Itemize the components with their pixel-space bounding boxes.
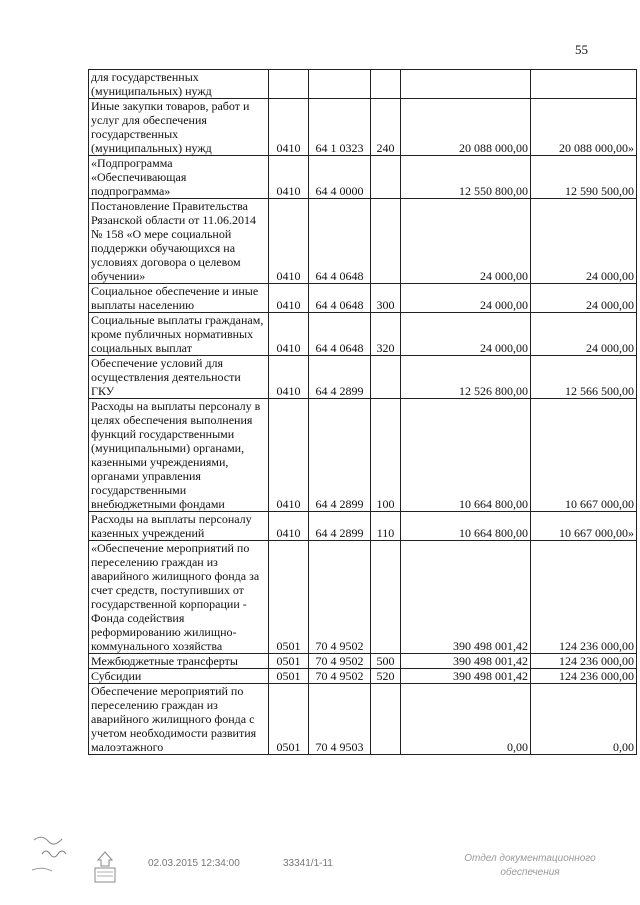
table-row xyxy=(89,313,637,356)
row-csr-cell: 70 4 9503 xyxy=(309,684,371,755)
row-sum-2-cell: 124 236 000,00 xyxy=(531,654,637,669)
row-vr-cell xyxy=(371,541,401,654)
row-section-cell: 0410 xyxy=(269,313,309,356)
row-name-cell: Расходы на выплаты персоналу в целях обеспечения выполнения функций государственными (муниципальными) органами, казенными учреждениями, органами управления государственными внебюджетными фондами xyxy=(89,399,269,512)
row-section-cell xyxy=(269,70,309,99)
table-row xyxy=(89,284,637,313)
row-section-cell: 0501 xyxy=(269,654,309,669)
row-section-cell: 0410 xyxy=(269,512,309,541)
row-csr-cell: 64 4 0648 xyxy=(309,199,371,284)
footer-doc-number: 33341/1-11 xyxy=(283,858,333,869)
row-csr-cell: 64 4 0648 xyxy=(309,313,371,356)
footer-date: 02.03.2015 12:34:00 xyxy=(148,858,240,869)
row-sum-1-cell: 10 664 800,00 xyxy=(401,399,531,512)
row-vr-cell: 110 xyxy=(371,512,401,541)
row-name-cell: для государственных (муниципальных) нужд xyxy=(89,70,269,99)
table-row xyxy=(89,541,637,654)
row-sum-1-cell: 0,00 xyxy=(401,684,531,755)
row-sum-1-cell: 10 664 800,00 xyxy=(401,512,531,541)
row-section-cell: 0501 xyxy=(269,541,309,654)
row-sum-1-cell: 24 000,00 xyxy=(401,284,531,313)
row-sum-1-cell: 20 088 000,00 xyxy=(401,99,531,156)
row-sum-1-cell: 390 498 001,42 xyxy=(401,541,531,654)
row-csr-cell: 64 4 2899 xyxy=(309,399,371,512)
footer-department-line2: обеспечения xyxy=(500,867,560,878)
row-sum-1-cell: 390 498 001,42 xyxy=(401,669,531,684)
row-name-cell: Иные закупки товаров, работ и услуг для обеспечения государственных (муниципальных) нужд xyxy=(89,99,269,156)
row-name-cell: Расходы на выплаты персоналу казенных учреждений xyxy=(89,512,269,541)
row-section-cell: 0410 xyxy=(269,356,309,399)
table-row xyxy=(89,684,637,755)
table-row xyxy=(89,156,637,199)
page-number: 55 xyxy=(575,42,588,57)
row-csr-cell: 64 1 0323 xyxy=(309,99,371,156)
row-sum-2-cell: 124 236 000,00 xyxy=(531,541,637,654)
row-section-cell: 0501 xyxy=(269,684,309,755)
row-name-cell: Межбюджетные трансферты xyxy=(89,654,269,669)
row-name-cell: Постановление Правительства Рязанской области от 11.06.2014 № 158 «О мере социальной поддержки обучающихся на условиях договора о целевом обучении» xyxy=(89,199,269,284)
row-sum-1-cell xyxy=(401,70,531,99)
row-vr-cell: 500 xyxy=(371,654,401,669)
row-name-cell: Обеспечение мероприятий по переселению граждан из аварийного жилищного фонда с учетом необходимости развития малоэтажного xyxy=(89,684,269,755)
row-sum-1-cell: 24 000,00 xyxy=(401,199,531,284)
row-vr-cell xyxy=(371,199,401,284)
table-row xyxy=(89,356,637,399)
row-section-cell: 0410 xyxy=(269,99,309,156)
row-section-cell: 0410 xyxy=(269,156,309,199)
row-name-cell: Субсидии xyxy=(89,669,269,684)
row-vr-cell xyxy=(371,684,401,755)
row-sum-1-cell: 12 550 800,00 xyxy=(401,156,531,199)
table-row xyxy=(89,669,637,684)
row-sum-2-cell: 24 000,00 xyxy=(531,199,637,284)
table-row xyxy=(89,512,637,541)
row-vr-cell: 100 xyxy=(371,399,401,512)
row-csr-cell: 64 4 2899 xyxy=(309,512,371,541)
row-sum-2-cell: 10 667 000,00» xyxy=(531,512,637,541)
footer-department xyxy=(450,852,610,880)
row-vr-cell xyxy=(371,70,401,99)
budget-table xyxy=(88,69,637,755)
row-name-cell: Социальные выплаты гражданам, кроме публичных нормативных социальных выплат xyxy=(89,313,269,356)
row-vr-cell xyxy=(371,156,401,199)
row-vr-cell: 240 xyxy=(371,99,401,156)
row-sum-2-cell: 24 000,00 xyxy=(531,284,637,313)
row-sum-1-cell: 12 526 800,00 xyxy=(401,356,531,399)
row-sum-2-cell: 0,00 xyxy=(531,684,637,755)
row-csr-cell: 70 4 9502 xyxy=(309,541,371,654)
row-sum-2-cell: 12 566 500,00 xyxy=(531,356,637,399)
row-vr-cell xyxy=(371,356,401,399)
row-vr-cell: 320 xyxy=(371,313,401,356)
handwritten-mark-icon xyxy=(28,832,88,882)
row-sum-1-cell: 390 498 001,42 xyxy=(401,654,531,669)
table-row xyxy=(89,399,637,512)
row-sum-2-cell: 24 000,00 xyxy=(531,313,637,356)
table-row xyxy=(89,99,637,156)
row-sum-2-cell: 10 667 000,00 xyxy=(531,399,637,512)
row-sum-1-cell: 24 000,00 xyxy=(401,313,531,356)
row-section-cell: 0410 xyxy=(269,399,309,512)
row-section-cell: 0410 xyxy=(269,199,309,284)
row-csr-cell: 64 4 2899 xyxy=(309,356,371,399)
table-row xyxy=(89,70,637,99)
table-row xyxy=(89,199,637,284)
row-section-cell: 0501 xyxy=(269,669,309,684)
row-vr-cell: 300 xyxy=(371,284,401,313)
table-row xyxy=(89,654,637,669)
row-sum-2-cell xyxy=(531,70,637,99)
row-name-cell: «Обеспечение мероприятий по переселению граждан из аварийного жилищного фонда за счет средств, поступивших от государственной корпорации - Фонда содействия реформированию жилищно-коммунального хозяйства xyxy=(89,541,269,654)
row-sum-2-cell: 20 088 000,00» xyxy=(531,99,637,156)
row-csr-cell: 64 4 0000 xyxy=(309,156,371,199)
row-csr-cell xyxy=(309,70,371,99)
row-sum-2-cell: 12 590 500,00 xyxy=(531,156,637,199)
row-name-cell: Обеспечение условий для осуществления деятельности ГКУ xyxy=(89,356,269,399)
row-sum-2-cell: 124 236 000,00 xyxy=(531,669,637,684)
footer-department-line1: Отдел документационного xyxy=(464,853,596,864)
stamp-icon xyxy=(92,850,118,884)
row-csr-cell: 70 4 9502 xyxy=(309,654,371,669)
row-csr-cell: 70 4 9502 xyxy=(309,669,371,684)
row-vr-cell: 520 xyxy=(371,669,401,684)
row-csr-cell: 64 4 0648 xyxy=(309,284,371,313)
row-name-cell: «Подпрограмма «Обеспечивающая подпрограмма» xyxy=(89,156,269,199)
row-section-cell: 0410 xyxy=(269,284,309,313)
row-name-cell: Социальное обеспечение и иные выплаты населению xyxy=(89,284,269,313)
